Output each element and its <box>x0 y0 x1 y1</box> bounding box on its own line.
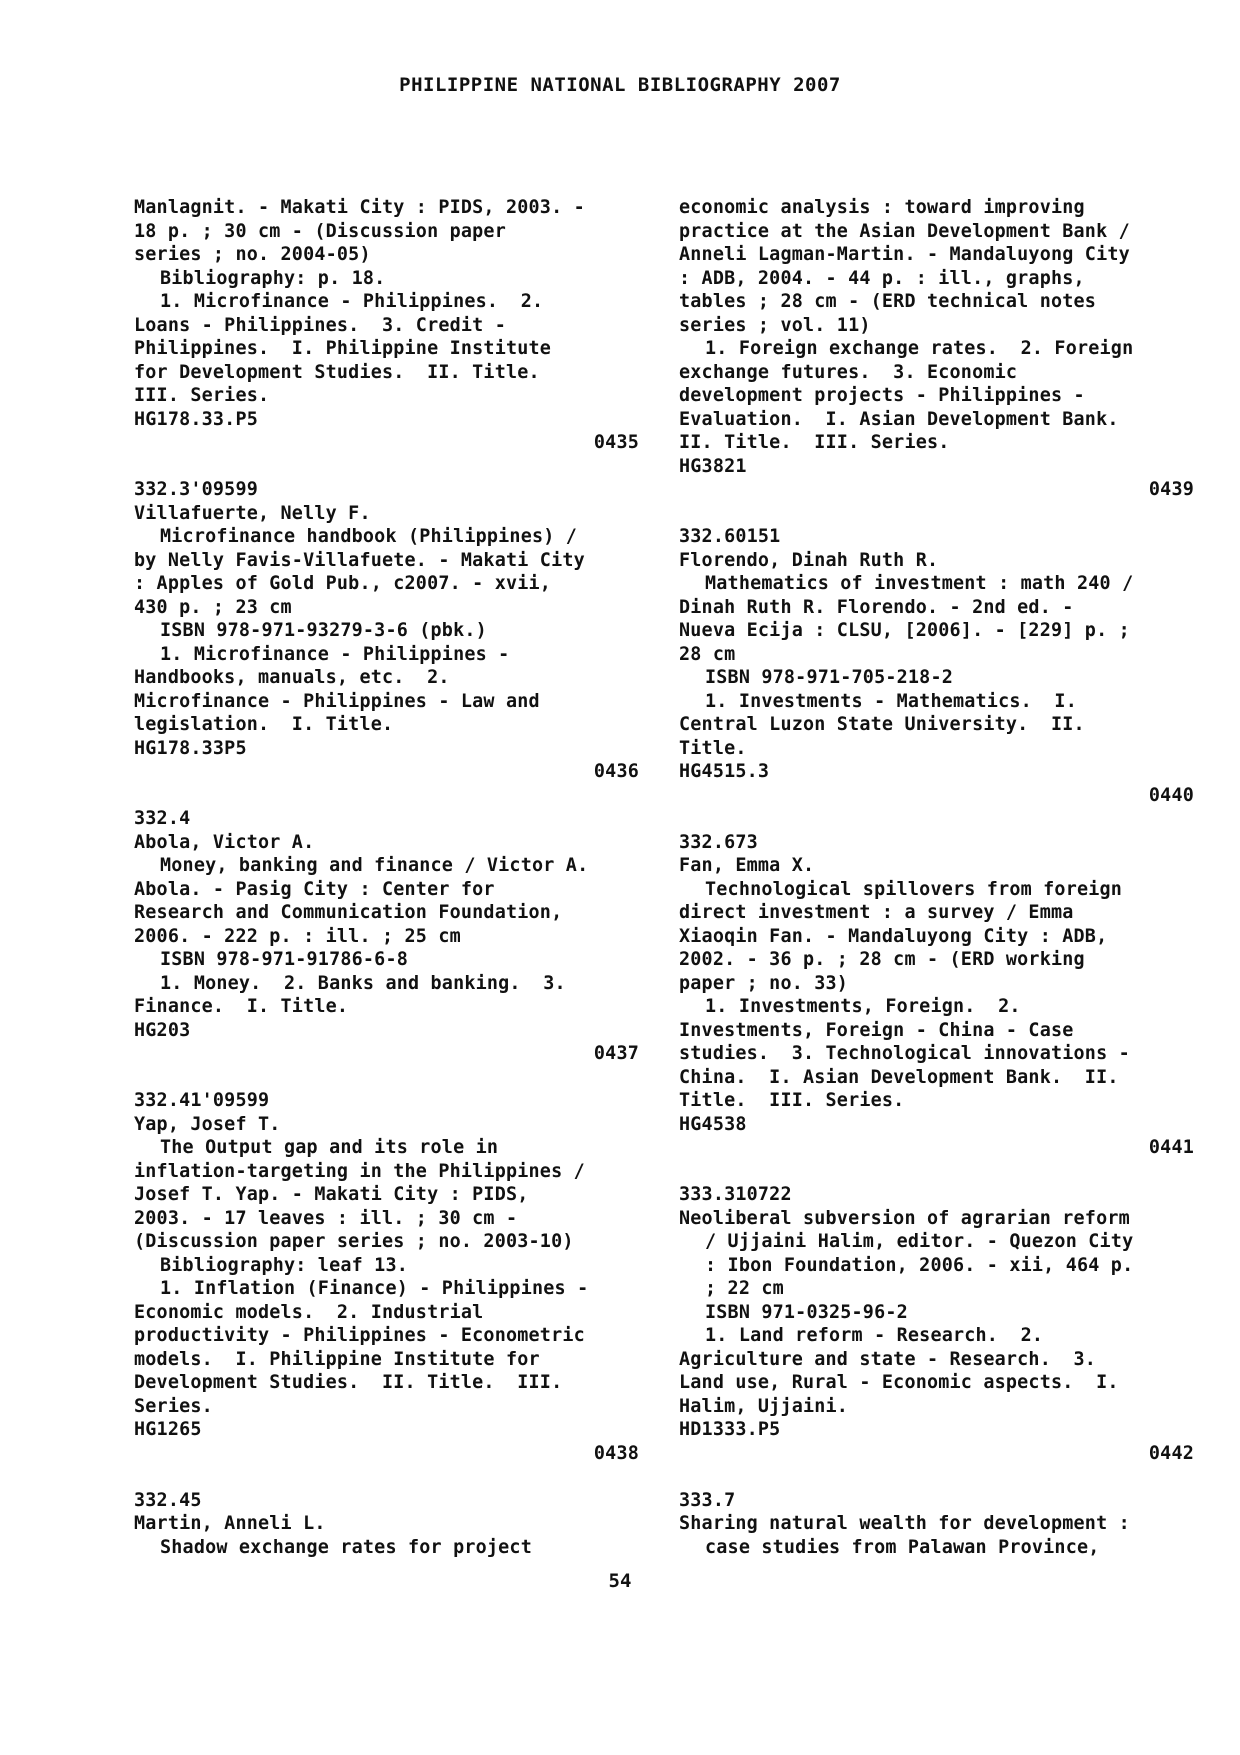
entry-subject-line: III. Series. <box>134 385 270 406</box>
entry-desc-line: series ; vol. 11) <box>679 314 871 336</box>
entry-title-line: / Ujjaini Halim, editor. - Quezon City <box>705 1231 1134 1252</box>
entry-class-number: 333.310722 <box>679 1184 792 1205</box>
entry-isbn: ISBN 978-971-705-218-2 <box>705 667 953 688</box>
entry-subject-line: Loans - Philippines. 3. Credit - <box>134 314 506 336</box>
entry-title-line: by Nelly Favis-Villafuete. - Makati City <box>134 549 585 571</box>
entry-title-line: Nueva Ecija : CLSU, [2006]. - [229] p. ; <box>679 620 1130 641</box>
page-header: PHILIPPINE NATIONAL BIBLIOGRAPHY 2007 <box>399 74 841 96</box>
entry-number: 0439 <box>1148 479 1194 500</box>
entry-subject-line: for Development Studies. II. Title. <box>134 361 540 383</box>
entry-desc-line: economic analysis : toward improving <box>679 197 1085 218</box>
entry-number: 0437 <box>593 1043 639 1064</box>
entry-number: 0435 <box>593 432 639 453</box>
entry-subject-line: Land use, Rural - Economic aspects. I. <box>679 1372 1119 1393</box>
entry-desc-line: series ; no. 2004-05) <box>134 244 371 265</box>
entry-subject-line: Series. <box>134 1395 213 1417</box>
entry-title-line: The Output gap and its role in <box>160 1137 499 1158</box>
entry-call-number: HG203 <box>134 1019 191 1041</box>
entry-title-line: Money, banking and finance / Victor A. <box>160 855 589 876</box>
entry-subject-line: Central Luzon State University. II. <box>679 714 1085 735</box>
entry-0437 <box>134 807 639 1066</box>
entry-subject-line: Economic models. 2. Industrial <box>134 1301 484 1323</box>
entry-call-number: HG4538 <box>679 1113 747 1135</box>
entry-subject-line: II. Title. III. Series. <box>679 432 950 453</box>
entry-title-line: ; 22 cm <box>705 1278 784 1299</box>
entry-isbn: ISBN 978-971-91786-6-8 <box>160 949 408 970</box>
entry-title-line: : Apples of Gold Pub., c2007. - xvii, <box>134 573 552 594</box>
entry-title-line: : Ibon Foundation, 2006. - xii, 464 p. <box>705 1254 1134 1276</box>
entry-desc-line: Anneli Lagman-Martin. - Mandaluyong City <box>679 244 1130 265</box>
entry-title-line: Research and Communication Foundation, <box>134 902 563 923</box>
entry-subject-line: 1. Foreign exchange rates. 2. Foreign <box>705 338 1134 359</box>
entry-subject-line: 1. Land reform - Research. 2. <box>705 1325 1044 1346</box>
entry-desc-line: 18 p. ; 30 cm - (Discussion paper <box>134 220 506 242</box>
entry-0438 <box>134 1089 639 1465</box>
entry-note: Bibliography: p. 18. <box>160 267 386 289</box>
entry-call-number: HG4515.3 <box>679 761 770 782</box>
entry-subject-line: 1. Investments, Foreign. 2. <box>705 996 1021 1017</box>
entry-author: Martin, Anneli L. <box>134 1513 326 1534</box>
entry-subject-line: Handbooks, manuals, etc. 2. <box>134 667 450 688</box>
entry-subject-line: development projects - Philippines - <box>679 385 1085 406</box>
entry-0435 <box>134 196 639 455</box>
entry-subject-line: Title. <box>679 737 747 759</box>
entry-title-line: Abola. - Pasig City : Center for <box>134 878 495 900</box>
entry-desc-line: tables ; 28 cm - (ERD technical notes <box>679 291 1097 312</box>
entry-call-number: HD1333.P5 <box>679 1419 781 1440</box>
entry-number: 0436 <box>593 761 639 782</box>
entry-subject-line: 1. Inflation (Finance) - Philippines - <box>160 1278 589 1299</box>
entry-subject-line: models. I. Philippine Institute for <box>134 1348 540 1370</box>
entry-title-line: Mathematics of investment : math 240 / <box>705 573 1134 594</box>
entry-author: Fan, Emma X. <box>679 855 815 876</box>
entry-0439-start <box>134 1489 639 1560</box>
entry-subject-line: Development Studies. II. Title. III. <box>134 1372 563 1393</box>
entry-0443-start <box>679 1489 1194 1560</box>
entry-title-line: Xiaoqin Fan. - Mandaluyong City : ADB, <box>679 925 1108 947</box>
left-column <box>134 196 639 1559</box>
entry-isbn: ISBN 971-0325-96-2 <box>705 1301 908 1323</box>
entry-class-number: 332.41'09599 <box>134 1090 270 1111</box>
entry-author: Yap, Josef T. <box>134 1113 281 1135</box>
entry-number: 0442 <box>1148 1442 1194 1464</box>
entry-title-line: Technological spillovers from foreign <box>705 878 1123 900</box>
entry-call-number: HG3821 <box>679 455 747 477</box>
entry-desc-line: : ADB, 2004. - 44 p. : ill., graphs, <box>679 267 1085 289</box>
entry-class-number: 332.3'09599 <box>134 479 258 500</box>
entry-subject-line: exchange futures. 3. Economic <box>679 361 1018 383</box>
entry-title-line: Microfinance handbook (Philippines) / <box>160 526 578 547</box>
entry-subject-line: Microfinance - Philippines - Law and <box>134 690 540 712</box>
entry-title-line: Josef T. Yap. - Makati City : PIDS, <box>134 1184 529 1205</box>
entry-author: Florendo, Dinah Ruth R. <box>679 549 939 571</box>
entry-class-number: 332.4 <box>134 808 191 829</box>
entry-title-line: direct investment : a survey / Emma <box>679 902 1074 923</box>
entry-subject-line: Philippines. I. Philippine Institute <box>134 338 552 359</box>
entry-title-line: Neoliberal subversion of agrarian reform <box>679 1207 1130 1229</box>
entry-desc-line: Manlagnit. - Makati City : PIDS, 2003. - <box>134 197 585 218</box>
entry-call-number: HG178.33P5 <box>134 737 247 759</box>
entry-title-line: 430 p. ; 23 cm <box>134 596 292 618</box>
entry-0441 <box>679 831 1194 1160</box>
entry-subject-line: Title. III. Series. <box>679 1090 905 1111</box>
entry-title-line: 2002. - 36 p. ; 28 cm - (ERD working <box>679 949 1085 970</box>
entry-subject-line: Agriculture and state - Research. 3. <box>679 1348 1097 1370</box>
entry-title-line: (Discussion paper series ; no. 2003-10) <box>134 1231 574 1252</box>
entry-desc-line: practice at the Asian Development Bank / <box>679 220 1130 242</box>
entry-title-line: 2003. - 17 leaves : ill. ; 30 cm - <box>134 1207 518 1229</box>
entry-number: 0438 <box>593 1442 639 1464</box>
right-column <box>679 196 1194 1559</box>
entry-title-line: 2006. - 222 p. : ill. ; 25 cm <box>134 925 461 947</box>
entry-title-line: 28 cm <box>679 643 736 665</box>
entry-author: Abola, Victor A. <box>134 831 315 853</box>
entry-note: Bibliography: leaf 13. <box>160 1254 408 1276</box>
page-number: 54 <box>608 1570 632 1592</box>
entry-title-line: Sharing natural wealth for development : <box>679 1513 1130 1534</box>
entry-subject-line: Investments, Foreign - China - Case <box>679 1019 1074 1041</box>
entry-subject-line: legislation. I. Title. <box>134 714 394 735</box>
entry-0436 <box>134 478 639 784</box>
entry-subject-line: 1. Microfinance - Philippines. 2. <box>160 291 544 312</box>
entry-subject-line: Finance. I. Title. <box>134 996 349 1017</box>
entry-subject-line: 1. Microfinance - Philippines - <box>160 643 510 665</box>
entry-0439 <box>679 196 1194 502</box>
entry-call-number: HG178.33.P5 <box>134 408 258 430</box>
entry-author: Villafuerte, Nelly F. <box>134 502 371 524</box>
entry-subject-line: China. I. Asian Development Bank. II. <box>679 1066 1119 1088</box>
entry-class-number: 332.45 <box>134 1489 202 1511</box>
entry-title-line: inflation-targeting in the Philippines / <box>134 1160 585 1182</box>
entry-subject-line: Evaluation. I. Asian Development Bank. <box>679 408 1119 430</box>
entry-subject-line: studies. 3. Technological innovations - <box>679 1043 1130 1064</box>
entry-call-number: HG1265 <box>134 1419 202 1440</box>
entry-0442 <box>679 1183 1194 1465</box>
entry-title-line: Dinah Ruth R. Florendo. - 2nd ed. - <box>679 596 1074 618</box>
entry-title-line: case studies from Palawan Province, <box>705 1536 1100 1558</box>
entry-number: 0441 <box>1148 1137 1194 1158</box>
entry-class-number: 332.673 <box>679 831 758 853</box>
entry-subject-line: 1. Investments - Mathematics. I. <box>705 690 1077 712</box>
entry-title-line: paper ; no. 33) <box>679 972 849 994</box>
entry-subject-line: 1. Money. 2. Banks and banking. 3. <box>160 972 566 994</box>
entry-subject-line: Halim, Ujjaini. <box>679 1395 849 1417</box>
entry-0440 <box>679 525 1194 807</box>
entry-isbn: ISBN 978-971-93279-3-6 (pbk.) <box>160 620 487 641</box>
entry-class-number: 333.7 <box>679 1489 736 1511</box>
entry-number: 0440 <box>1148 784 1194 806</box>
entry-subject-line: productivity - Philippines - Econometric <box>134 1325 585 1346</box>
entry-class-number: 332.60151 <box>679 526 781 547</box>
entry-title-line: Shadow exchange rates for project <box>160 1536 532 1558</box>
